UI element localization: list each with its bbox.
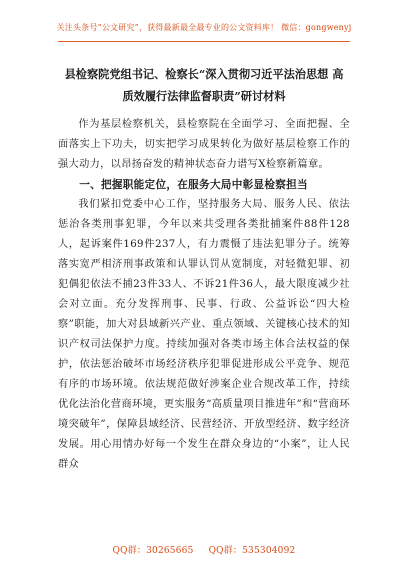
header-divider	[58, 41, 350, 42]
qq-group-1: QQ群：30265665	[112, 546, 194, 556]
document-title-line-1: 县检察院党组书记、检察长“深入贯彻习近平法治思想 高	[64, 67, 344, 81]
intro-paragraph: 作为基层检察机关，县检察院在全面学习、全面把握、全面落实上下功夫，切实把学习成果转化为做好基层检察工作的强大动力，以昂扬奋发的精神状态奋力谱写X检察新篇章。	[58, 119, 350, 170]
document-body	[58, 115, 350, 475]
section-heading: 一、把握职能定位，在服务大局中彰显检察担当	[79, 179, 308, 191]
qq-group-2: QQ群：535304092	[208, 546, 296, 556]
section-paragraph: 我们紧扣党委中心工作，坚持服务大局、服务人民、依法惩治各类刑事犯罪，今年以来共受理各类批捕案件88件128人，起诉案件169件237人，有力震慑了违法犯罪分子。统筹落实宽严相济刑事政策和认罪认罚从宽制度，对轻微犯罪、初犯偶犯依法不捕23件33人、不诉21件36人，最大限度减少社会对立面。充分发挥刑事、民事、行政、公益诉讼“四大检察”职能，加大对县域新兴产业、重点领域、关键核心技术的知识产权司法保护力度。持续加强对各类市场主体合法权益的保护，依法惩治破坏市场经济秩序犯罪促进形成公平竞争、规范有序的市场环境。依法规范做好涉案企业合规改革工作，持续优化法治化营商环境，更实服务“高质量项目推进年”和“营商环境突破年”，保障县域经济、民营经济、开放型经济、数字经济发展。用心用情办好每一个发生在群众身边的“小案”，让人民群众	[58, 199, 350, 470]
promo-banner: 关注头条号“公文研究”，获得最新最全最专业的公文资料库！ 微信：gongwenyj	[56, 23, 352, 32]
document-title-line-2: 质效履行法律监督职责”研讨材料	[122, 89, 286, 103]
footer-contacts	[0, 543, 408, 556]
